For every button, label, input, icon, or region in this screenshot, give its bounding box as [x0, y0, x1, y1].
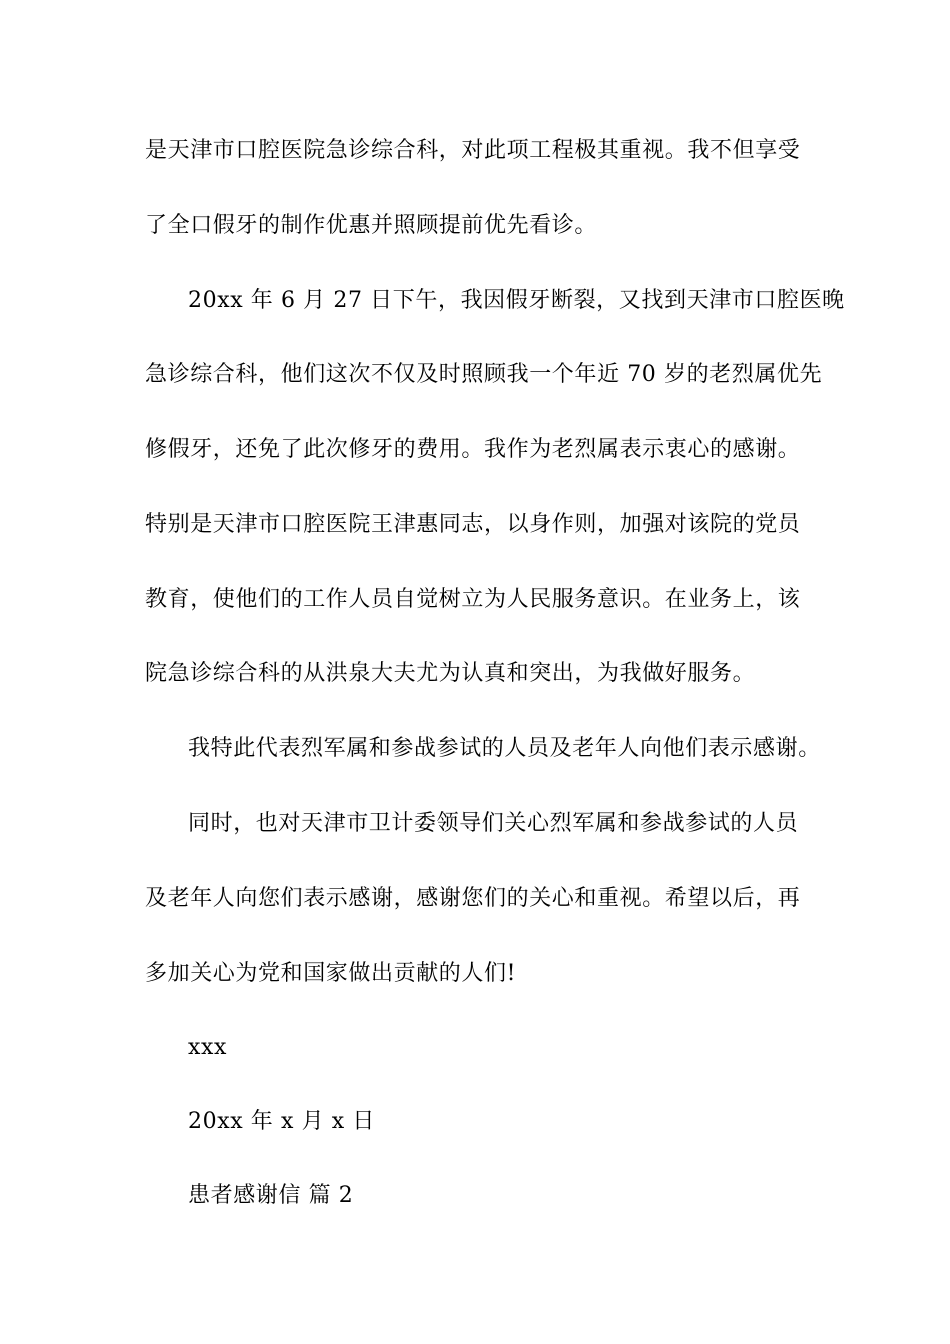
text-line: 教育，使他们的工作人员自觉树立为人民服务意识。在业务上，该: [145, 587, 801, 612]
section-heading: 患者感谢信 篇 2: [188, 1183, 354, 1208]
signature-date: 20xx 年 x 月 x 日: [188, 1109, 375, 1134]
text-line: 20xx 年 6 月 27 日下午，我因假牙断裂，又找到天津市口腔医晚: [188, 288, 845, 313]
text-line: 特别是天津市口腔医院王津惠同志，以身作则，加强对该院的党员: [145, 512, 801, 537]
text-line: 多加关心为党和国家做出贡献的人们!: [145, 961, 517, 986]
text-line: 我特此代表烈军属和参战参试的人员及老年人向他们表示感谢。: [188, 736, 821, 761]
signature-name: xxx: [188, 1035, 228, 1060]
text-line: 院急诊综合科的从洪泉大夫尤为认真和突出，为我做好服务。: [145, 661, 756, 686]
text-line: 急诊综合科，他们这次不仅及时照顾我一个年近 70 岁的老烈属优先: [145, 362, 823, 387]
text-line: 及老年人向您们表示感谢，感谢您们的关心和重视。希望以后，再: [145, 886, 801, 911]
text-line: 了全口假牙的制作优惠并照顾提前优先看诊。: [145, 213, 598, 238]
text-line: 同时，也对天津市卫计委领导们关心烈军属和参战参试的人员: [188, 811, 799, 836]
text-line: 修假牙，还免了此次修牙的费用。我作为老烈属表示衷心的感谢。: [145, 437, 801, 462]
text-line: 是天津市口腔医院急诊综合科，对此项工程极其重视。我不但享受: [145, 138, 801, 163]
